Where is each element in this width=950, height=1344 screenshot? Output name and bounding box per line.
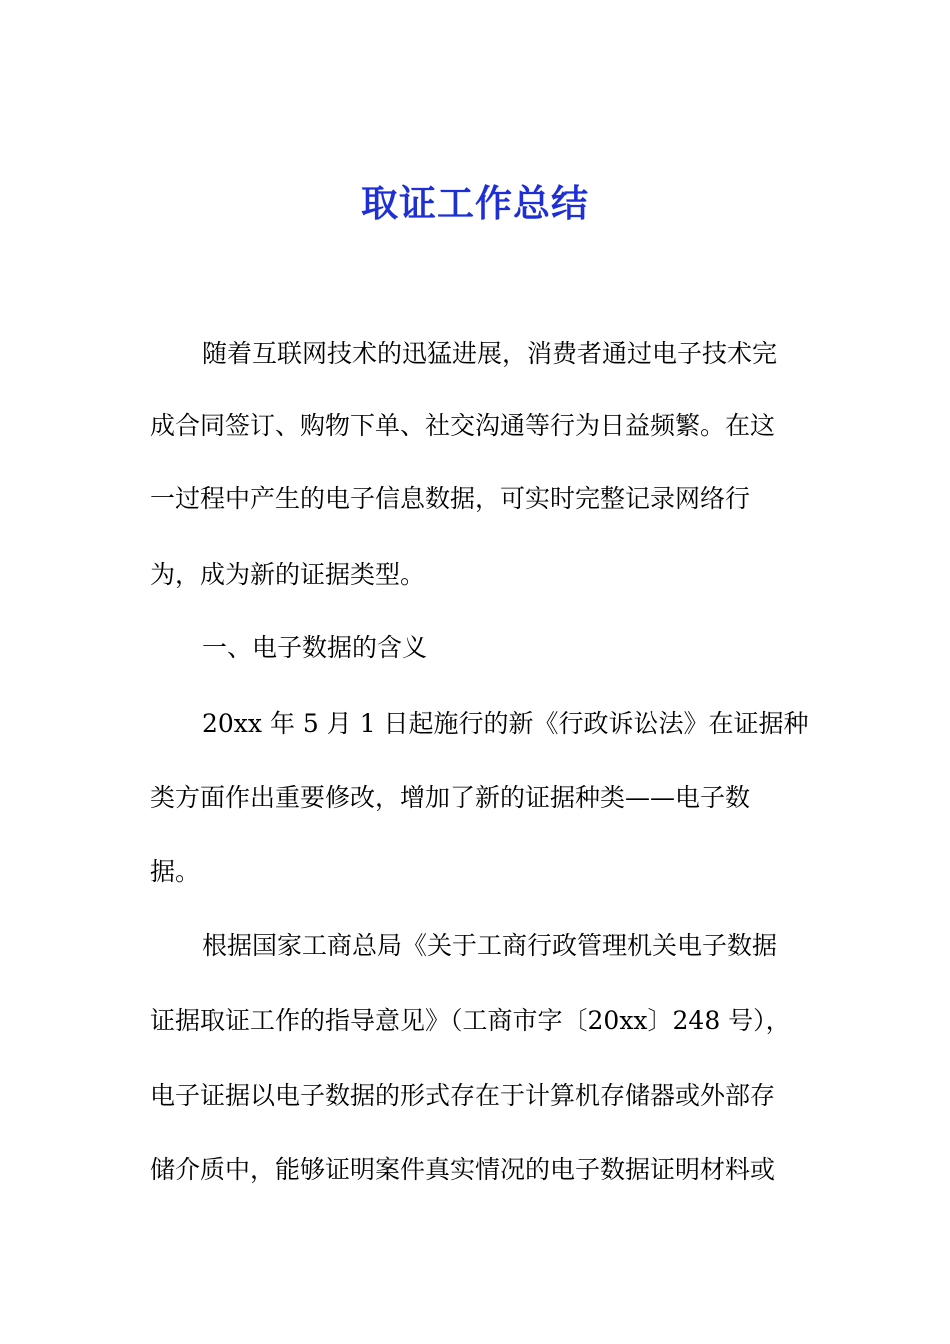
paragraph-line: 一过程中产生的电子信息数据，可实时完整记录网络行: [150, 484, 751, 513]
paragraph-line: 成合同签订、购物下单、社交沟通等行为日益频繁。在这: [150, 411, 776, 440]
paragraph-line: 电子证据以电子数据的形式存在于计算机存储器或外部存: [150, 1081, 776, 1110]
paragraph-line: 储介质中，能够证明案件真实情况的电子数据证明材料或: [150, 1155, 776, 1184]
paragraph-line: 为，成为新的证据类型。: [150, 560, 426, 589]
paragraph-line: 20xx 年 5 月 1 日起施行的新《行政诉讼法》在证据种: [202, 709, 809, 738]
paragraph-line: 类方面作出重要修改，增加了新的证据种类——电子数: [150, 783, 751, 812]
paragraph-line: 根据国家工商总局《关于工商行政管理机关电子数据: [202, 931, 778, 960]
document-title: 取证工作总结: [361, 181, 589, 225]
section-heading: 一、电子数据的含义: [202, 633, 428, 662]
paragraph-line: 随着互联网技术的迅猛进展，消费者通过电子技术完: [202, 339, 778, 368]
paragraph-line: 据。: [150, 857, 201, 886]
paragraph-line: 证据取证工作的指导意见》（工商市字〔20xx〕248 号），: [150, 1006, 791, 1035]
